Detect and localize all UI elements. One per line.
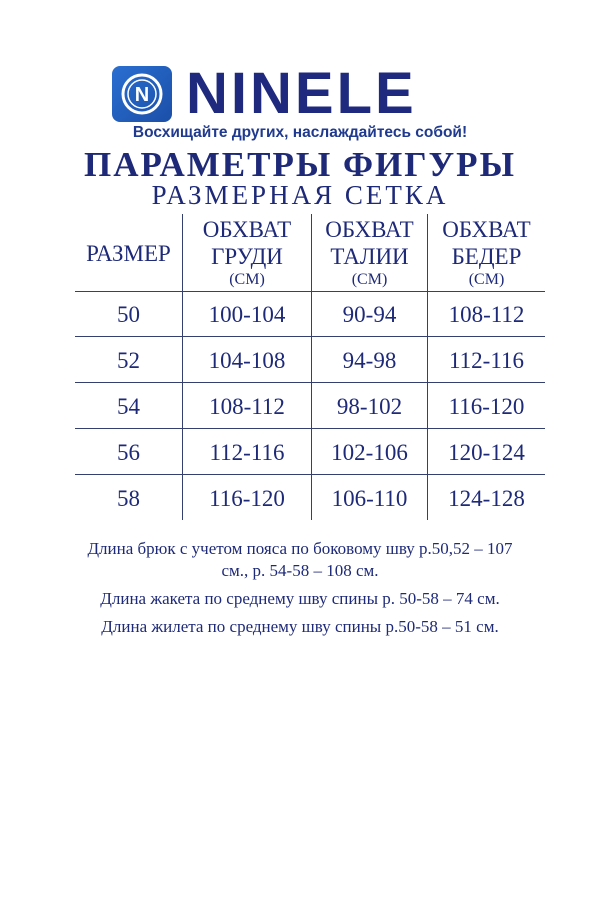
cell-hips: 116-120 bbox=[448, 394, 525, 419]
note-trousers bbox=[0, 538, 600, 582]
cell-chest: 116-120 bbox=[209, 486, 285, 511]
header-chest-line2: ГРУДИ bbox=[211, 244, 283, 269]
logo-badge-icon bbox=[112, 66, 172, 122]
cell-chest: 100-104 bbox=[208, 302, 286, 327]
note-vest: Длина жилета по среднему шву спины р.50-58 – 51 см. bbox=[101, 617, 499, 636]
row-divider bbox=[75, 291, 545, 292]
cell-waist: 106-110 bbox=[331, 486, 408, 511]
cell-hips: 120-124 bbox=[448, 440, 525, 465]
header-chest bbox=[183, 216, 311, 290]
cell-waist: 94-98 bbox=[342, 348, 397, 373]
cell-size: 58 bbox=[117, 486, 140, 511]
header-hips bbox=[428, 216, 545, 290]
header-waist-line2: ТАЛИИ bbox=[330, 244, 409, 269]
header-waist-unit: (СМ) bbox=[351, 271, 388, 288]
size-chart-table bbox=[75, 214, 545, 520]
row-divider bbox=[75, 474, 545, 475]
cell-chest: 108-112 bbox=[209, 394, 285, 419]
note-trousers-line2: см., р. 54-58 – 108 см. bbox=[221, 561, 379, 580]
badge-letter: N bbox=[134, 84, 150, 106]
cell-size: 56 bbox=[117, 440, 140, 465]
brand-tagline: Восхищайте других, наслаждайтесь собой! bbox=[132, 124, 468, 141]
row-divider bbox=[75, 428, 545, 429]
page-subtitle: РАЗМЕРНАЯ СЕТКА bbox=[151, 180, 449, 210]
cell-waist: 90-94 bbox=[342, 302, 397, 327]
measurement-notes bbox=[0, 538, 600, 644]
header-hips-line2: БЕДЕР bbox=[451, 244, 522, 269]
header-hips-unit: (СМ) bbox=[468, 271, 505, 288]
note-trousers-line1: Длина брюк с учетом пояса по боковому шву р.50,52 – 107 bbox=[87, 539, 513, 558]
header-size-label: РАЗМЕР bbox=[86, 241, 171, 266]
brand-logo bbox=[112, 63, 417, 125]
row-divider bbox=[75, 336, 545, 337]
cell-hips: 124-128 bbox=[448, 486, 525, 511]
header-hips-line1: ОБХВАТ bbox=[442, 217, 531, 242]
cell-chest: 104-108 bbox=[208, 348, 286, 373]
header-chest-unit: (СМ) bbox=[229, 271, 265, 288]
cell-waist: 102-106 bbox=[331, 440, 408, 465]
cell-waist: 98-102 bbox=[336, 394, 403, 419]
cell-hips: 112-116 bbox=[449, 348, 524, 373]
page-title: ПАРАМЕТРЫ ФИГУРЫ bbox=[84, 145, 516, 184]
header-waist-line1: ОБХВАТ bbox=[325, 217, 414, 242]
header-waist bbox=[312, 216, 427, 290]
cell-size: 54 bbox=[117, 394, 140, 419]
n-monogram-icon bbox=[119, 71, 165, 117]
brand-wordmark: NINELE bbox=[186, 61, 417, 126]
cell-size: 52 bbox=[117, 348, 140, 373]
cell-hips: 108-112 bbox=[448, 302, 525, 327]
cell-size: 50 bbox=[117, 302, 140, 327]
note-jacket: Длина жакета по среднему шву спины р. 50-58 – 74 см. bbox=[100, 589, 500, 608]
row-divider bbox=[75, 382, 545, 383]
cell-chest: 112-116 bbox=[209, 440, 285, 465]
header-chest-line1: ОБХВАТ bbox=[202, 217, 292, 242]
header-size bbox=[75, 240, 182, 267]
